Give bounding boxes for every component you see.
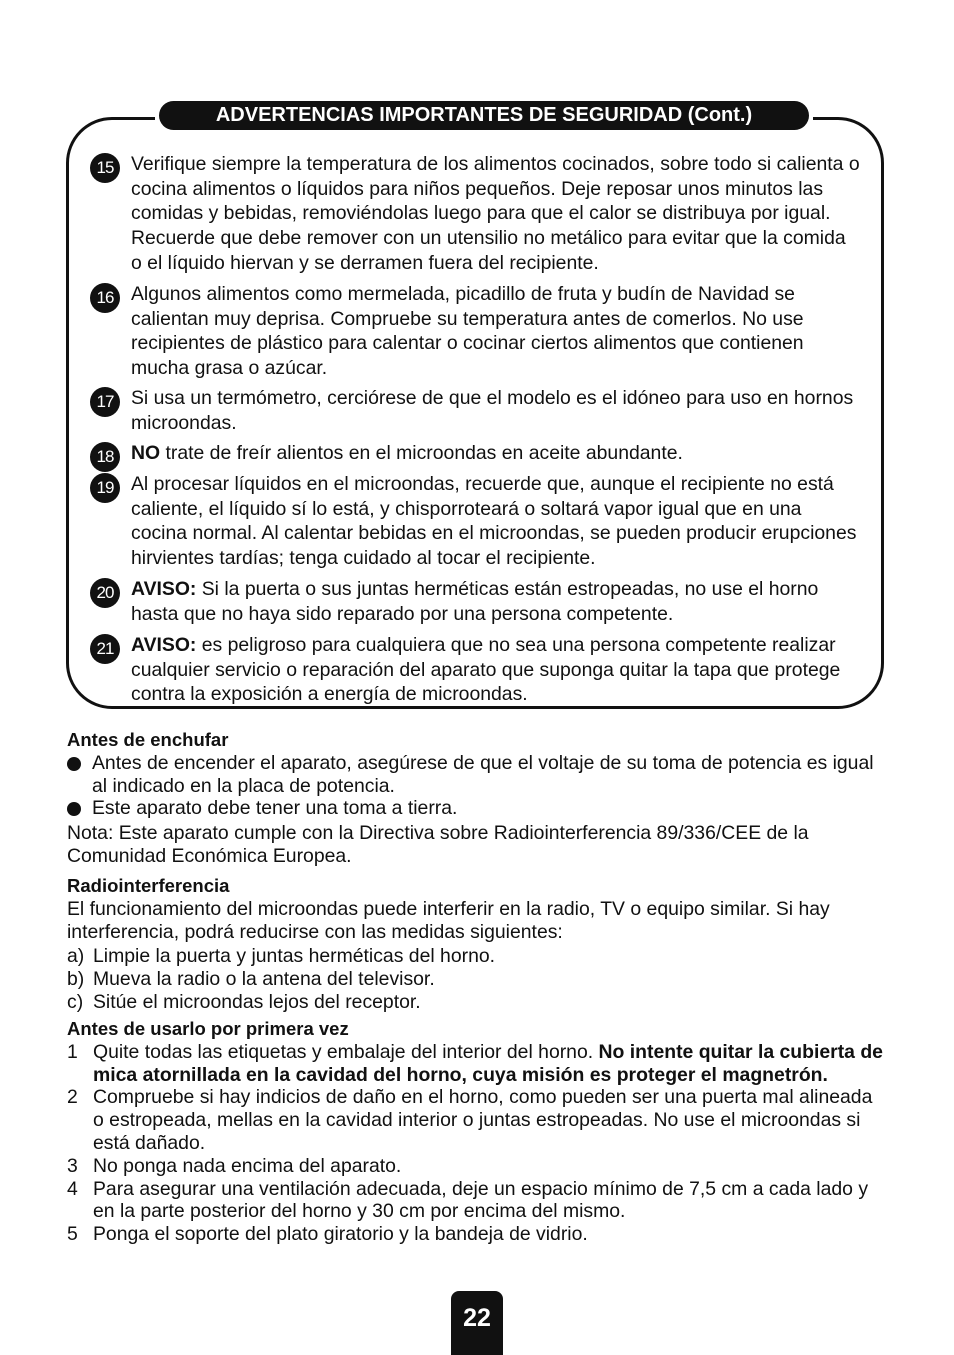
warning-number: 20 <box>90 578 120 608</box>
list-item: a) Limpie la puerta y juntas herméticas del horno. <box>67 945 496 968</box>
note-text: Nota: Este aparato cumple con la Directiva sobre Radiointerferencia 89/336/CEE de la Comunidad Económica Europea. <box>67 822 809 867</box>
warning-number: 19 <box>90 473 120 503</box>
warning-text: AVISO: Si la puerta o sus juntas herméticas están estropeadas, no use el horno hasta que no haya sido reparado por una persona competente. <box>131 578 819 625</box>
warning-item-19 <box>90 472 860 571</box>
list-item: Este aparato debe tener una toma a tierra. <box>67 797 887 820</box>
warning-text: Al procesar líquidos en el microondas, recuerde que, aunque el recipiente no está caliente, el líquido sí lo está, y chisporroteará o soltará vapor igual que en una cocina normal. Al calentar bebidas en el microondas, se pueden producir erupciones hirvientes tardías; tenga cuidado al tocar el recipiente. <box>131 473 857 570</box>
list-item: b) Mueva la radio o la antena del televisor. <box>67 968 435 991</box>
warning-number: 17 <box>90 387 120 417</box>
radio-section <box>67 875 887 1014</box>
radio-heading: Radiointerferencia <box>67 875 230 896</box>
list-item: 5 Ponga el soporte del plato giratorio y la bandeja de vidrio. <box>67 1223 588 1246</box>
list-item: 2 Compruebe si hay indicios de daño en el horno, como pueden ser una puerta mal alineada o estropeada, mellas en la cavidad interior o juntas estropeadas. No use el microondas si está dañado. <box>67 1086 873 1154</box>
warning-item-20 <box>90 577 860 626</box>
warning-item-17 <box>90 386 860 435</box>
warning-number: 16 <box>90 283 120 313</box>
list-item: 3 No ponga nada encima del aparato. <box>67 1154 402 1177</box>
primera-vez-section <box>67 1018 887 1246</box>
list-item: 1 Quite todas las etiquetas y embalaje del interior del horno. No intente quitar la cubierta de mica atornillada en la cavidad del horno, cuya misión es proteger el magnetrón. <box>67 1040 883 1086</box>
antes-enchufar-section <box>67 729 887 868</box>
list-item: 4 Para asegurar una ventilación adecuada, deje un espacio mínimo de 7,5 cm a cada lado y en la parte posterior del horno y 30 cm por encima del mismo. <box>67 1177 869 1223</box>
bullet-icon <box>67 802 81 816</box>
antes-enchufar-heading: Antes de enchufar <box>67 729 229 750</box>
warning-number: 18 <box>90 442 120 472</box>
bullet-icon <box>67 757 81 771</box>
warning-text: AVISO: es peligroso para cualquiera que no sea una persona competente realizar cualquier servicio o reparación del aparato que suponga quitar la tapa que protege contra la exposición a energía de microondas. <box>131 634 841 706</box>
list-item: Antes de encender el aparato, asegúrese de que el voltaje de su toma de potencia es igual al indicado en la placa de potencia. <box>67 752 887 798</box>
section-title <box>155 101 813 130</box>
radio-intro: El funcionamiento del microondas puede interferir en la radio, TV o equipo similar. Si hay interferencia, podrá reducirse con las medidas siguientes: <box>67 897 830 943</box>
warning-text: Si usa un termómetro, cerciórese de que el modelo es el idóneo para uso en hornos microondas. <box>131 387 854 434</box>
warning-number: 15 <box>90 153 120 183</box>
warning-text: Verifique siempre la temperatura de los alimentos cocinados, sobre todo si calienta o cocina alimentos o líquidos para niños pequeños. Deje reposar unos minutos las comidas y bebidas, removiéndolas luego para que el calor se distribuya por igual. Recuerde que debe remover con un utensilio no metálico para evitar que la comida o el líquido hiervan y se derramen fuera del recipiente. <box>131 153 860 274</box>
warning-number: 21 <box>90 634 120 664</box>
warning-item-16 <box>90 282 860 381</box>
primera-vez-heading: Antes de usarlo por primera vez <box>67 1018 349 1039</box>
warning-item-15 <box>90 152 860 276</box>
warning-item-18 <box>90 441 860 466</box>
warning-item-21 <box>90 633 860 707</box>
warning-text: Algunos alimentos como mermelada, picadillo de fruta y budín de Navidad se calientan muy deprisa. Compruebe su temperatura antes de comerlos. No use recipientes de plástico para calentar o cocinar ciertos alimentos que contienen mucha grasa o azúcar. <box>131 283 804 380</box>
warning-text: NO trate de freír alientos en el microondas en aceite abundante. <box>131 442 683 464</box>
page-number: 22 <box>451 1291 503 1355</box>
section-title-label: ADVERTENCIAS IMPORTANTES DE SEGURIDAD (Cont.) <box>159 101 809 130</box>
list-item: c) Sitúe el microondas lejos del receptor. <box>67 990 421 1013</box>
